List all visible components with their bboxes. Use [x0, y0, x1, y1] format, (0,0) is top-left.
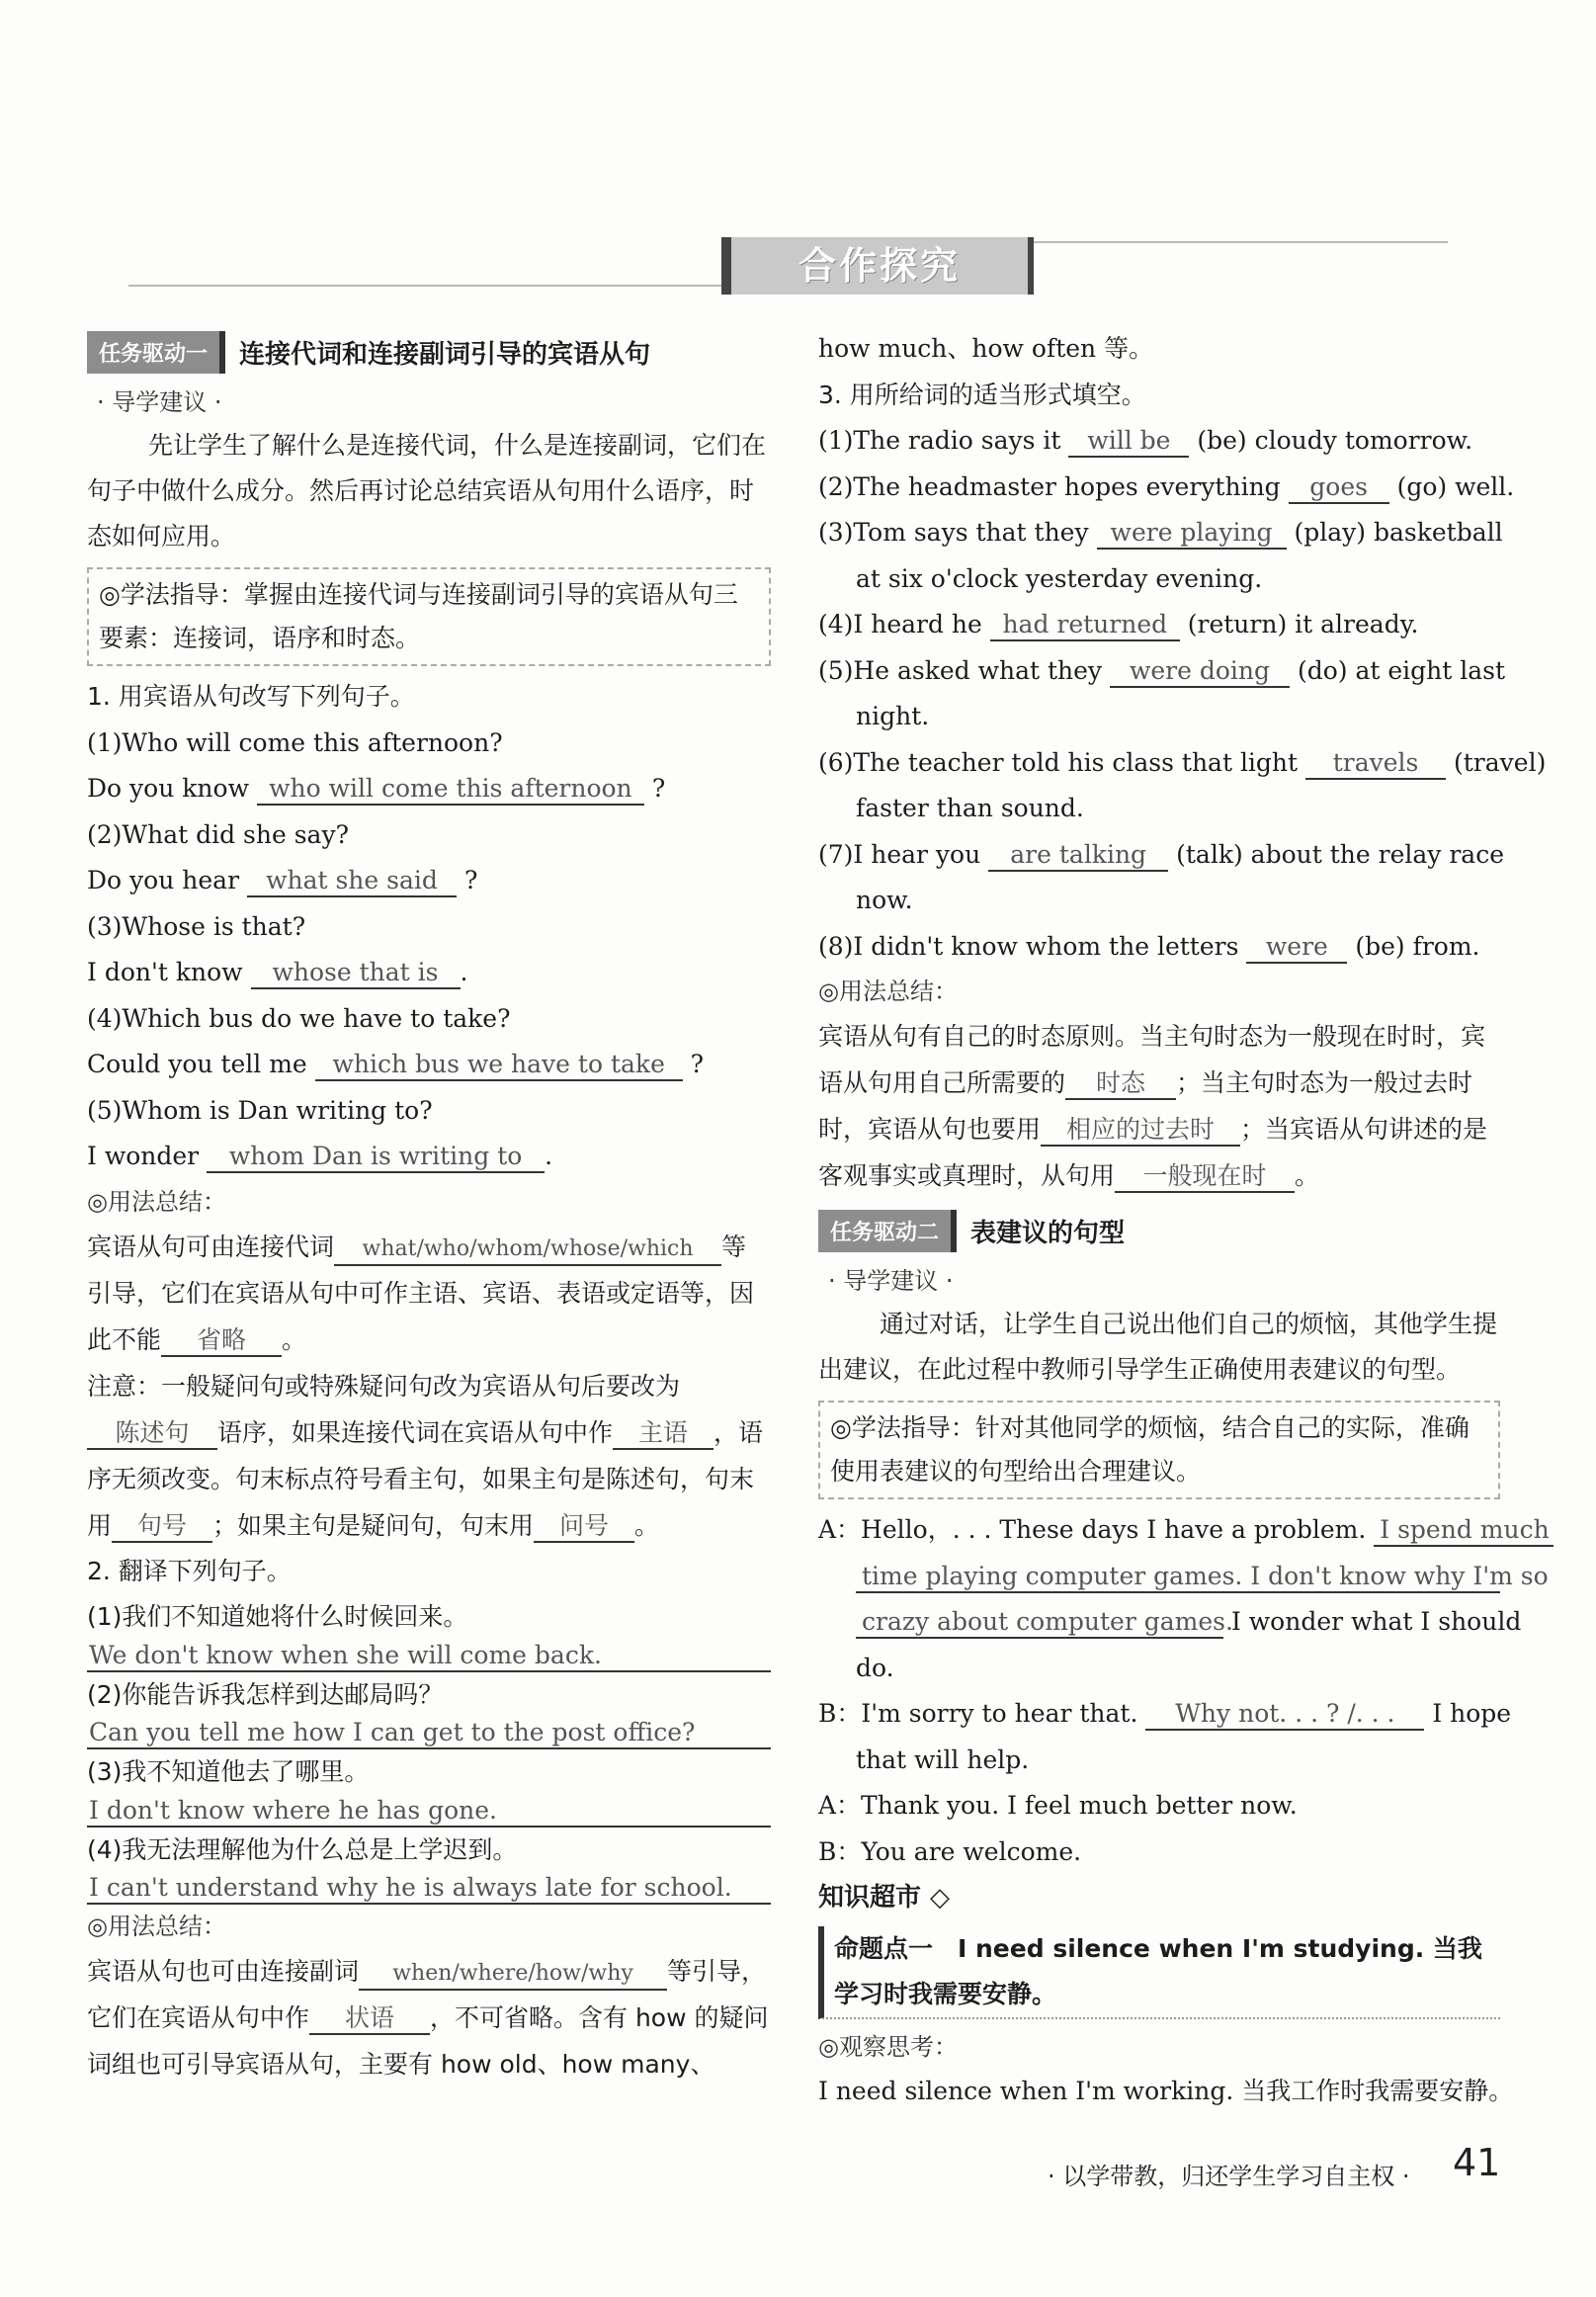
dialog-a1-cont: do. — [856, 1653, 894, 1682]
q3-3-pre: (3)Tom says that they — [818, 518, 1089, 547]
dialog-b1-pre: B：I'm sorry to hear that. — [818, 1699, 1138, 1728]
dialog-a1-answer3[interactable]: crazy about computer games. — [856, 1607, 1223, 1639]
q1-5-answer-line — [87, 1134, 771, 1180]
s3-t1: 宾语从句有自己的时态原则。当主句时态为一般现在时时，宾语从句用自己所需要的 — [818, 1022, 1486, 1097]
q2-list — [87, 1594, 771, 1905]
guide2-text: 通过对话，让学生自己说出他们自己的烦恼，其他学生提出建议，在此过程中教师引导学生正确使用表建议的句型。 — [818, 1310, 1498, 1384]
q3-8-post: (be) from. — [1355, 931, 1480, 961]
task2-header — [818, 1205, 1500, 1256]
s1-a6[interactable]: 问号 — [534, 1511, 634, 1543]
q1-3-src: (3)Whose is that? — [87, 911, 306, 941]
q2-2-answer[interactable]: Can you tell me how I can get to the post office? — [87, 1718, 771, 1749]
q3-3-answer[interactable]: were playing — [1097, 518, 1287, 550]
task1-header — [87, 326, 771, 378]
s1-t2: 等引导，它们在宾语从句中可作主语、宾语、表语或定语等，因此不能 — [87, 1232, 755, 1354]
s3-a2[interactable]: 相应的过去时 — [1041, 1115, 1240, 1147]
q3-7-post: (talk) about the relay race — [1176, 839, 1504, 869]
guide-text: 先让学生了解什么是连接代词，什么是连接副词，它们在句子中做什么成分。然后再讨论总结宾语从句用什么语序，时态如何应用。 — [87, 431, 767, 551]
q1-list — [87, 721, 771, 1180]
q3-title: 3. 用所给词的适当形式填空。 — [818, 380, 1146, 409]
s1-t1: 宾语从句可由连接代词 — [87, 1232, 335, 1261]
q3-6-answer[interactable]: travels — [1305, 748, 1446, 780]
q1-4-pre: Could you tell me — [87, 1050, 307, 1078]
header-rule-right — [998, 241, 1448, 243]
s1-a3[interactable]: 陈述句 — [87, 1418, 217, 1450]
q3-5-answer[interactable]: were doing — [1110, 656, 1290, 688]
dialog — [818, 1507, 1550, 1875]
q2-title: 2. 翻译下列句子。 — [87, 1556, 292, 1585]
s3-t3: ；当宾语从句讲述的是客观事实或真理时，从句用 — [818, 1115, 1488, 1190]
q3-7-answer[interactable]: are talking — [988, 840, 1168, 872]
q2-3-src: (3)我不知道他去了哪里。 — [87, 1757, 370, 1786]
dialog-b1-post: I hope — [1432, 1699, 1512, 1728]
dialog-a1-pre: A：Hello，. . . These days I have a problem. — [818, 1515, 1367, 1544]
s1-a4[interactable]: 主语 — [613, 1418, 714, 1450]
q3-5-cont: night. — [856, 702, 930, 730]
s1-t6: ，语序无须改变。句末标点符号看主句，如果主句是陈述句，句末用 — [87, 1417, 764, 1540]
q3-5-post: (do) at eight last — [1297, 655, 1506, 685]
right-column — [818, 326, 1550, 2115]
summary2-label: ◎用法总结： — [87, 1913, 226, 1940]
q2-2-src: (2)你能告诉我怎样到达邮局吗？ — [87, 1679, 444, 1709]
s1-t8: 。 — [634, 1510, 660, 1540]
s2-a2[interactable]: 状语 — [309, 2003, 430, 2035]
s1-a1[interactable]: what/who/whom/whose/which — [334, 1234, 721, 1266]
q1-3-post: . — [460, 958, 468, 986]
q1-4-answer-line — [87, 1042, 771, 1088]
q1-3-pre: I don't know — [87, 958, 243, 986]
q3-6-post: (travel) — [1454, 747, 1547, 777]
q3-1-answer[interactable]: will be — [1068, 426, 1189, 458]
q1-3-answer-line — [87, 950, 771, 996]
q3-8-answer[interactable]: were — [1246, 932, 1347, 964]
q1-5-answer[interactable]: whom Dan is writing to — [207, 1142, 545, 1173]
dialog-b1-answer[interactable]: Why not. . . ? /. . . — [1145, 1699, 1424, 1731]
summary3-label: ◎用法总结： — [818, 978, 958, 1005]
s2-t3: ，不可省略。含有 how 的疑问词组也可引导宾语从句，主要有 how old、how many、 — [87, 2003, 769, 2079]
knowledge-title: 知识超市 ◇ — [818, 1883, 951, 1913]
guide2-label: · 导学建议 · — [828, 1267, 954, 1295]
q1-5-post: . — [545, 1142, 553, 1170]
q1-4-post: ? — [690, 1050, 705, 1078]
summary3-text — [818, 1013, 1500, 1199]
q3-7-cont: now. — [856, 886, 913, 914]
s1-a5[interactable]: 句号 — [112, 1511, 212, 1543]
q2-4-src: (4)我无法理解他为什么总是上学迟到。 — [87, 1834, 518, 1864]
q3-2-post: (go) well. — [1396, 471, 1515, 501]
dialog-a1-answer2[interactable]: time playing computer games. I don't know why I'm so — [856, 1562, 1500, 1593]
q2-4-answer[interactable]: I can't understand why he is always late for school. — [87, 1873, 771, 1905]
observe-text: I need silence when I'm working. 当我工作时我需要安静。 — [818, 2077, 1514, 2105]
task1-title: 连接代词和连接副词引导的宾语从句 — [239, 339, 651, 370]
q1-1-answer-line — [87, 766, 771, 812]
s1-a2[interactable]: 省略 — [161, 1325, 282, 1357]
q1-5-src: (5)Whom is Dan writing to? — [87, 1095, 433, 1125]
left-column — [87, 326, 771, 2087]
q3-6-pre: (6)The teacher told his class that light — [818, 747, 1299, 777]
q1-4-src: (4)Which bus do we have to take? — [87, 1003, 511, 1033]
dialog-b1-cont: that will help. — [856, 1744, 1030, 1774]
summary1-text — [87, 1224, 771, 1549]
q1-2-answer-line — [87, 858, 771, 904]
method2-box: ◎学法指导：针对其他同学的烦恼，结合自己的实际，准确使用表建议的句型给出合理建议。 — [818, 1401, 1500, 1499]
q1-2-answer[interactable]: what she said — [247, 866, 457, 897]
q3-4-pre: (4)I heard he — [818, 610, 982, 638]
q1-5-pre: I wonder — [87, 1142, 200, 1170]
q1-2-pre: Do you hear — [87, 866, 240, 894]
q3-3-cont: at six o'clock yesterday evening. — [856, 563, 1263, 593]
q3-4-answer[interactable]: had returned — [990, 610, 1180, 641]
guide-label: · 导学建议 · — [97, 388, 222, 416]
s2-t2: 等引导，它们在宾语从句中作 — [87, 1957, 767, 2032]
method-box: ◎学法指导：掌握由连接代词与连接副词引导的宾语从句三要素：连接词，语序和时态。 — [87, 567, 771, 666]
s3-a1[interactable]: 时态 — [1065, 1068, 1176, 1100]
s1-t5: 语序，如果连接代词在宾语从句中作 — [217, 1417, 614, 1447]
q3-1-post: (be) cloudy tomorrow. — [1197, 426, 1473, 455]
q2-3-answer[interactable]: I don't know where he has gone. — [87, 1796, 771, 1828]
page-number: 41 — [1453, 2141, 1501, 2184]
task2-title: 表建议的句型 — [970, 1218, 1126, 1248]
q3-8-pre: (8)I didn't know whom the letters — [818, 931, 1239, 961]
dialog-a1-answer1[interactable]: I spend much — [1374, 1515, 1554, 1547]
q1-title: 1. 用宾语从句改写下列句子。 — [87, 682, 415, 711]
s3-t4: 。 — [1295, 1161, 1320, 1190]
q2-1-answer[interactable]: We don't know when she will come back. — [87, 1641, 771, 1672]
s1-t7: ；如果主句是疑问句，句末用 — [212, 1510, 535, 1540]
section-title: 合作探究 — [798, 244, 961, 288]
q1-1-answer[interactable]: who will come this afternoon — [257, 774, 644, 806]
q1-1-src: (1)Who will come this afternoon? — [87, 727, 503, 757]
s2-a1[interactable]: when/where/how/why — [359, 1959, 667, 1991]
q3-6-cont: faster than sound. — [856, 794, 1084, 822]
q3-7-pre: (7)I hear you — [818, 839, 981, 869]
observe-label: ◎观察思考： — [818, 2033, 958, 2061]
section-banner — [721, 237, 1034, 295]
s1-t3: 。 — [282, 1324, 307, 1354]
q2-1-src: (1)我们不知道她将什么时候回来。 — [87, 1602, 468, 1631]
summary2-text — [87, 1948, 771, 2087]
s3-t2: ；当主句时态为一般过去时时，宾语从句也要用 — [818, 1068, 1473, 1144]
q1-3-answer[interactable]: whose that is — [251, 958, 461, 989]
dialog-a1-post: I wonder what I should — [1230, 1607, 1522, 1636]
point1-title: 命题点一 I need silence when I'm studying. 当我学习时我需要安静。 — [818, 1926, 1500, 2019]
q1-1-post: ? — [651, 774, 666, 803]
s3-a3[interactable]: 一般现在时 — [1115, 1161, 1295, 1193]
summary1-label: ◎用法总结： — [87, 1187, 226, 1216]
q3-4-post: (return) it already. — [1187, 610, 1419, 638]
q3-2-answer[interactable]: goes — [1289, 472, 1389, 504]
q3-1-pre: (1)The radio says it — [818, 426, 1061, 455]
dialog-a2: A：Thank you. I feel much better now. — [818, 1791, 1298, 1820]
s2-t1: 宾语从句也可由连接副词 — [87, 1957, 360, 1986]
continued-text: how much、how often 等。 — [818, 334, 1154, 363]
footer-motto: · 以学带教，归还学生学习自主权 · — [1048, 2163, 1410, 2190]
q1-2-post: ? — [463, 866, 478, 894]
task2-badge: 任务驱动二 — [818, 1210, 957, 1252]
q3-2-pre: (2)The headmaster hopes everything — [818, 471, 1281, 501]
q3-5-pre: (5)He asked what they — [818, 655, 1103, 685]
header-rule-left — [128, 285, 721, 287]
q1-2-src: (2)What did she say? — [87, 819, 349, 849]
q3-list — [818, 418, 1547, 970]
q1-1-pre: Do you know — [87, 774, 249, 803]
q1-4-answer[interactable]: which bus we have to take — [315, 1050, 683, 1081]
dialog-b2: B：You are welcome. — [818, 1836, 1082, 1866]
s1-t4: 注意：一般疑问句或特殊疑问句改为宾语从句后要改为 — [87, 1371, 681, 1401]
q3-3-post: (play) basketball — [1294, 518, 1503, 547]
task1-badge: 任务驱动一 — [87, 331, 225, 374]
